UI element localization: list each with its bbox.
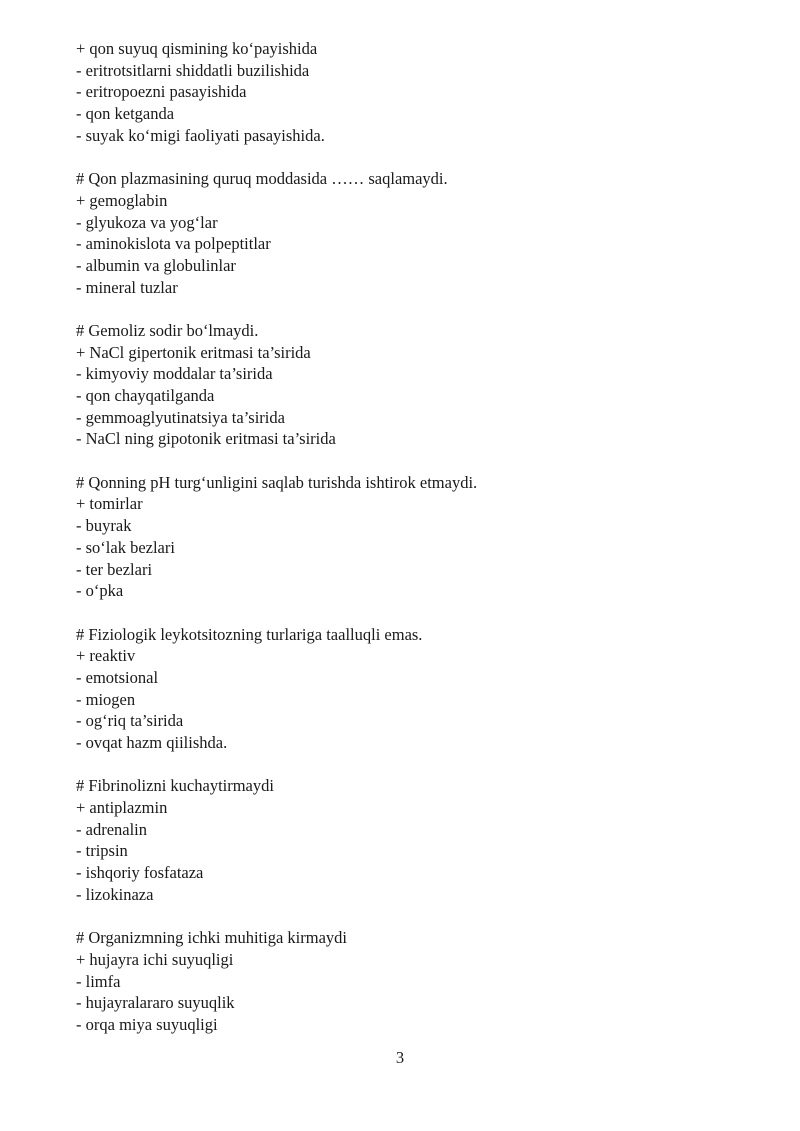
document-page — [76, 38, 760, 1036]
question-text: # Gemoliz sodir bo‘lmaydi. — [76, 320, 259, 340]
answer-option: - lizokinaza — [76, 884, 154, 904]
block-spacer — [76, 298, 760, 320]
answer-option: - aminokislota va polpeptitlar — [76, 234, 271, 254]
block-spacer — [76, 450, 760, 472]
page-number: 3 — [395, 1048, 405, 1067]
answer-option: - mineral tuzlar — [76, 277, 178, 297]
answer-option: + reaktiv — [76, 646, 136, 666]
question-block — [76, 624, 760, 754]
answer-option: - miogen — [76, 689, 136, 709]
question-text: # Fibrinolizni kuchaytirmaydi — [76, 776, 274, 796]
answer-option: - kimyoviy moddalar ta’sirida — [76, 364, 273, 384]
answer-option: - gemmoaglyutinatsiya ta’sirida — [76, 407, 285, 427]
answer-option: - emotsional — [76, 667, 159, 687]
answer-option: + tomirlar — [76, 494, 143, 514]
answer-option: - qon ketganda — [76, 104, 175, 124]
answer-option: - qon chayqatilganda — [76, 386, 215, 405]
question-block — [76, 38, 760, 146]
block-spacer — [76, 602, 760, 624]
block-spacer — [76, 146, 760, 168]
answer-option: - tripsin — [76, 841, 128, 861]
answer-option: - orqa miya suyuqligi — [76, 1014, 218, 1034]
block-spacer — [76, 754, 760, 776]
answer-option: - glyukoza va yog‘lar — [76, 212, 218, 232]
answer-option: - suyak ko‘migi faoliyati pasayishida. — [76, 125, 325, 145]
question-text: # Qonning pH turg‘unligini saqlab turishda ishtirok etmaydi. — [76, 472, 478, 492]
answer-option: + NaCl gipertonik eritmasi ta’sirida — [76, 342, 311, 362]
answer-option: - eritrotsitlarni shiddatli buzilishida — [76, 60, 310, 80]
question-block — [76, 472, 760, 602]
answer-option: - buyrak — [76, 516, 132, 536]
answer-option: - ovqat hazm qiilishda. — [76, 733, 228, 752]
answer-option: - og‘riq ta’sirida — [76, 711, 184, 731]
answer-option: - o‘pka — [76, 581, 124, 601]
question-text: # Qon plazmasining quruq moddasida …… saqlamaydi. — [76, 169, 448, 189]
answer-option: - adrenalin — [76, 819, 148, 839]
answer-option: - albumin va globulinlar — [76, 255, 236, 275]
answer-option: - ishqoriy fosfataza — [76, 863, 204, 883]
answer-option: - ter bezlari — [76, 559, 153, 579]
answer-option: - limfa — [76, 971, 121, 991]
question-text: # Fiziologik leykotsitozning turlariga taalluqli emas. — [76, 624, 423, 644]
block-spacer — [76, 906, 760, 928]
answer-option: - NaCl ning gipotonik eritmasi ta’sirida — [76, 429, 336, 449]
question-block — [76, 775, 760, 905]
answer-option: - eritropoezni pasayishida — [76, 82, 247, 102]
question-text: # Organizmning ichki muhitiga kirmaydi — [76, 928, 347, 948]
question-block — [76, 320, 760, 450]
answer-option: - hujayralararo suyuqlik — [76, 993, 235, 1013]
answer-option: + hujayra ichi suyuqligi — [76, 949, 234, 969]
answer-option: + gemoglabin — [76, 190, 168, 210]
answer-option: + qon suyuq qismining ko‘payishida — [76, 39, 318, 58]
question-block — [76, 927, 760, 1035]
question-block — [76, 168, 760, 298]
answer-option: + antiplazmin — [76, 798, 168, 818]
answer-option: - so‘lak bezlari — [76, 537, 175, 557]
